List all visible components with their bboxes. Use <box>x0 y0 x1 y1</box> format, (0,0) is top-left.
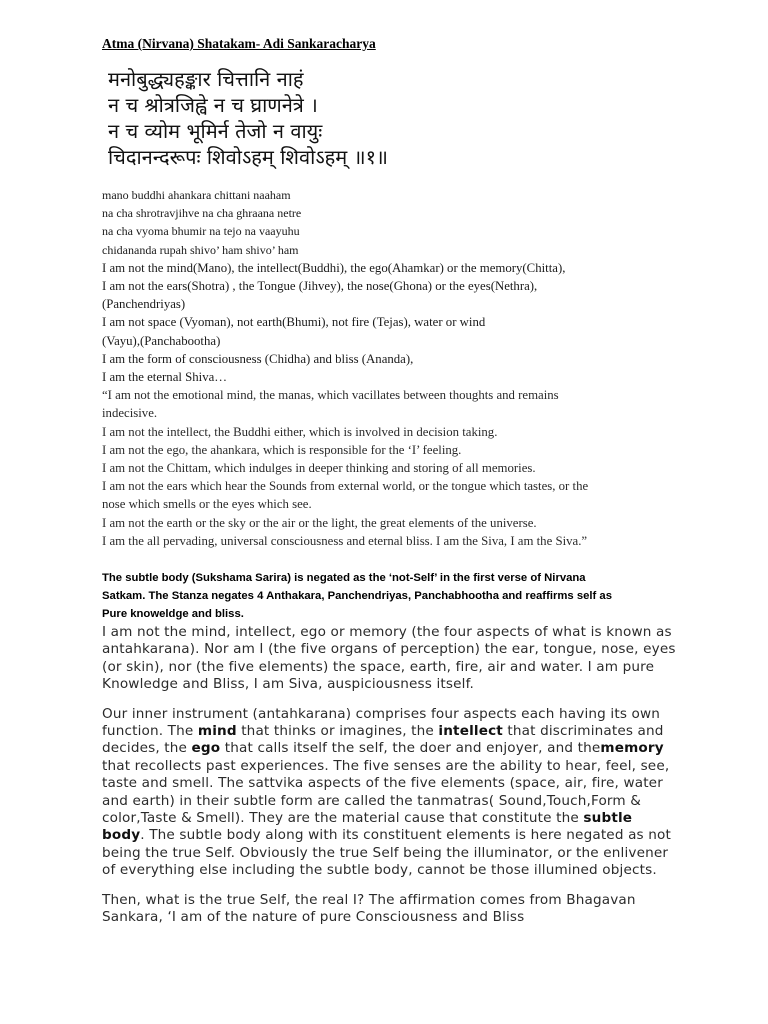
translation-line: (Panchendriyas) <box>102 297 186 312</box>
quote-line: I am not the Chittam, which indulges in deeper thinking and storing of all memories. <box>102 461 536 476</box>
transliteration <box>102 186 672 259</box>
paragraph-2-text: that calls itself the self, the doer and enjoyer, and the <box>220 740 601 757</box>
transliteration-line: na cha shrotravjihve na cha ghraana netre <box>102 206 302 221</box>
translation <box>102 259 672 386</box>
quote-line: I am the all pervading, universal consciousness and eternal bliss. I am the Siva, I am the Siva.” <box>102 533 588 548</box>
quote-block <box>102 386 672 550</box>
term-intellect: intellect <box>438 723 503 740</box>
paragraph-2-text: that recollects past experiences. The five senses are the ability to hear, feel, see, taste and smell. The sattvika aspects of the five elements (space, air, fire, water and earth) in their subtle form are called the tanmatras( Sound,Touch,Form & color,Taste & Smell). They are the material cause that constitute the <box>102 757 670 827</box>
paragraph-1: I am not the mind, intellect, ego or memory (the four aspects of what is known as antahkarana). Nor am I (the five organs of perception) the ear, tongue, nose, eyes (or skin), nor (the five elements) the space, earth, fire, air and water. I am pure Knowledge and Bliss, I am Siva, auspiciousness itself. <box>102 624 676 693</box>
sanskrit-line: मनोबुद्ध्यहङ्कार चित्तानि नाहं <box>108 67 304 91</box>
sanskrit-line: न च व्योम भूमिर्न तेजो न वायुः <box>108 119 323 143</box>
quote-line: indecisive. <box>102 406 158 421</box>
quote-line: I am not the ears which hear the Sounds from external world, or the tongue which tastes, or the <box>102 479 589 494</box>
quote-line: I am not the ego, the ahankara, which is responsible for the ‘I’ feeling. <box>102 442 462 457</box>
transliteration-line: mano buddhi ahankara chittani naaham <box>102 188 291 202</box>
paragraph-2-text: . The subtle body along with its constituent elements is here negated as not being the true Self. Obviously the true Self being the illuminator, or the enlivener of everything else including the subtle body, cannot be those illumined objects. <box>102 827 671 879</box>
translation-line: I am not the ears(Shotra) , the Tongue (Jihvey), the nose(Ghona) or the eyes(Nethra), <box>102 279 538 294</box>
quote-line: “I am not the emotional mind, the manas, which vacillates between thoughts and remains <box>102 388 559 403</box>
sanskrit-line: चिदानन्दरूपः शिवोऽहम् शिवोऽहम् ॥१॥ <box>108 145 388 169</box>
quote-line: I am not the intellect, the Buddhi either, which is involved in decision taking. <box>102 424 498 439</box>
verse-explanation <box>102 186 672 550</box>
commentary <box>102 624 677 939</box>
quote-line: I am not the earth or the sky or the air or the light, the great elements of the universe. <box>102 515 537 530</box>
transliteration-line: na cha vyoma bhumir na tejo na vaayuhu <box>102 224 300 239</box>
heading-line: The subtle body (Sukshama Sarira) is negated as the ‘not-Self’ in the first verse of Nirvana <box>102 572 586 584</box>
translation-line: I am not the mind(Mano), the intellect(Buddhi), the ego(Ahamkar) or the memory(Chitta), <box>102 260 566 275</box>
term-mind: mind <box>197 723 237 740</box>
section-heading <box>102 569 662 624</box>
heading-line: Satkam. The Stanza negates 4 Anthakara, Panchendriyas, Panchabhootha and reaffirms self as <box>102 590 612 603</box>
paragraph-3: Then, what is the true Self, the real I? The affirmation comes from Bhagavan Sankara, ‘I am of the nature of pure Consciousness and Bliss <box>102 891 636 926</box>
term-subtle-body: subtle body <box>102 810 633 844</box>
paragraph-2 <box>102 706 677 880</box>
term-ego: ego <box>191 740 221 757</box>
term-memory: memory <box>600 740 664 757</box>
translation-line: I am the eternal Shiva… <box>102 370 228 385</box>
paragraph-2-text: Our inner instrument (antahkarana) comprises four aspects each having its own function. The <box>102 705 661 740</box>
translation-line: (Vayu),(Panchabootha) <box>102 333 221 348</box>
paragraph-2-text: that thinks or imagines, the <box>236 723 439 740</box>
translation-line: I am the form of consciousness (Chidha) and bliss (Ananda), <box>102 351 414 366</box>
quote-line: nose which smells or the eyes which see. <box>102 497 312 512</box>
transliteration-line: chidananda rupah shivo’ ham shivo’ ham <box>102 242 299 257</box>
translation-line: I am not space (Vyoman), not earth(Bhumi), not fire (Tejas), water or wind <box>102 315 486 330</box>
document-title: Atma (Nirvana) Shatakam- Adi Sankaracharya <box>102 36 376 51</box>
sanskrit-line: न च श्रोत्रजिह्वे न च घ्राणनेत्रे । <box>108 93 318 117</box>
sanskrit-verse <box>108 66 668 170</box>
paragraph-2-text: that discriminates and decides, the <box>102 723 664 757</box>
heading-line: Pure knoweldge and bliss. <box>102 608 244 621</box>
